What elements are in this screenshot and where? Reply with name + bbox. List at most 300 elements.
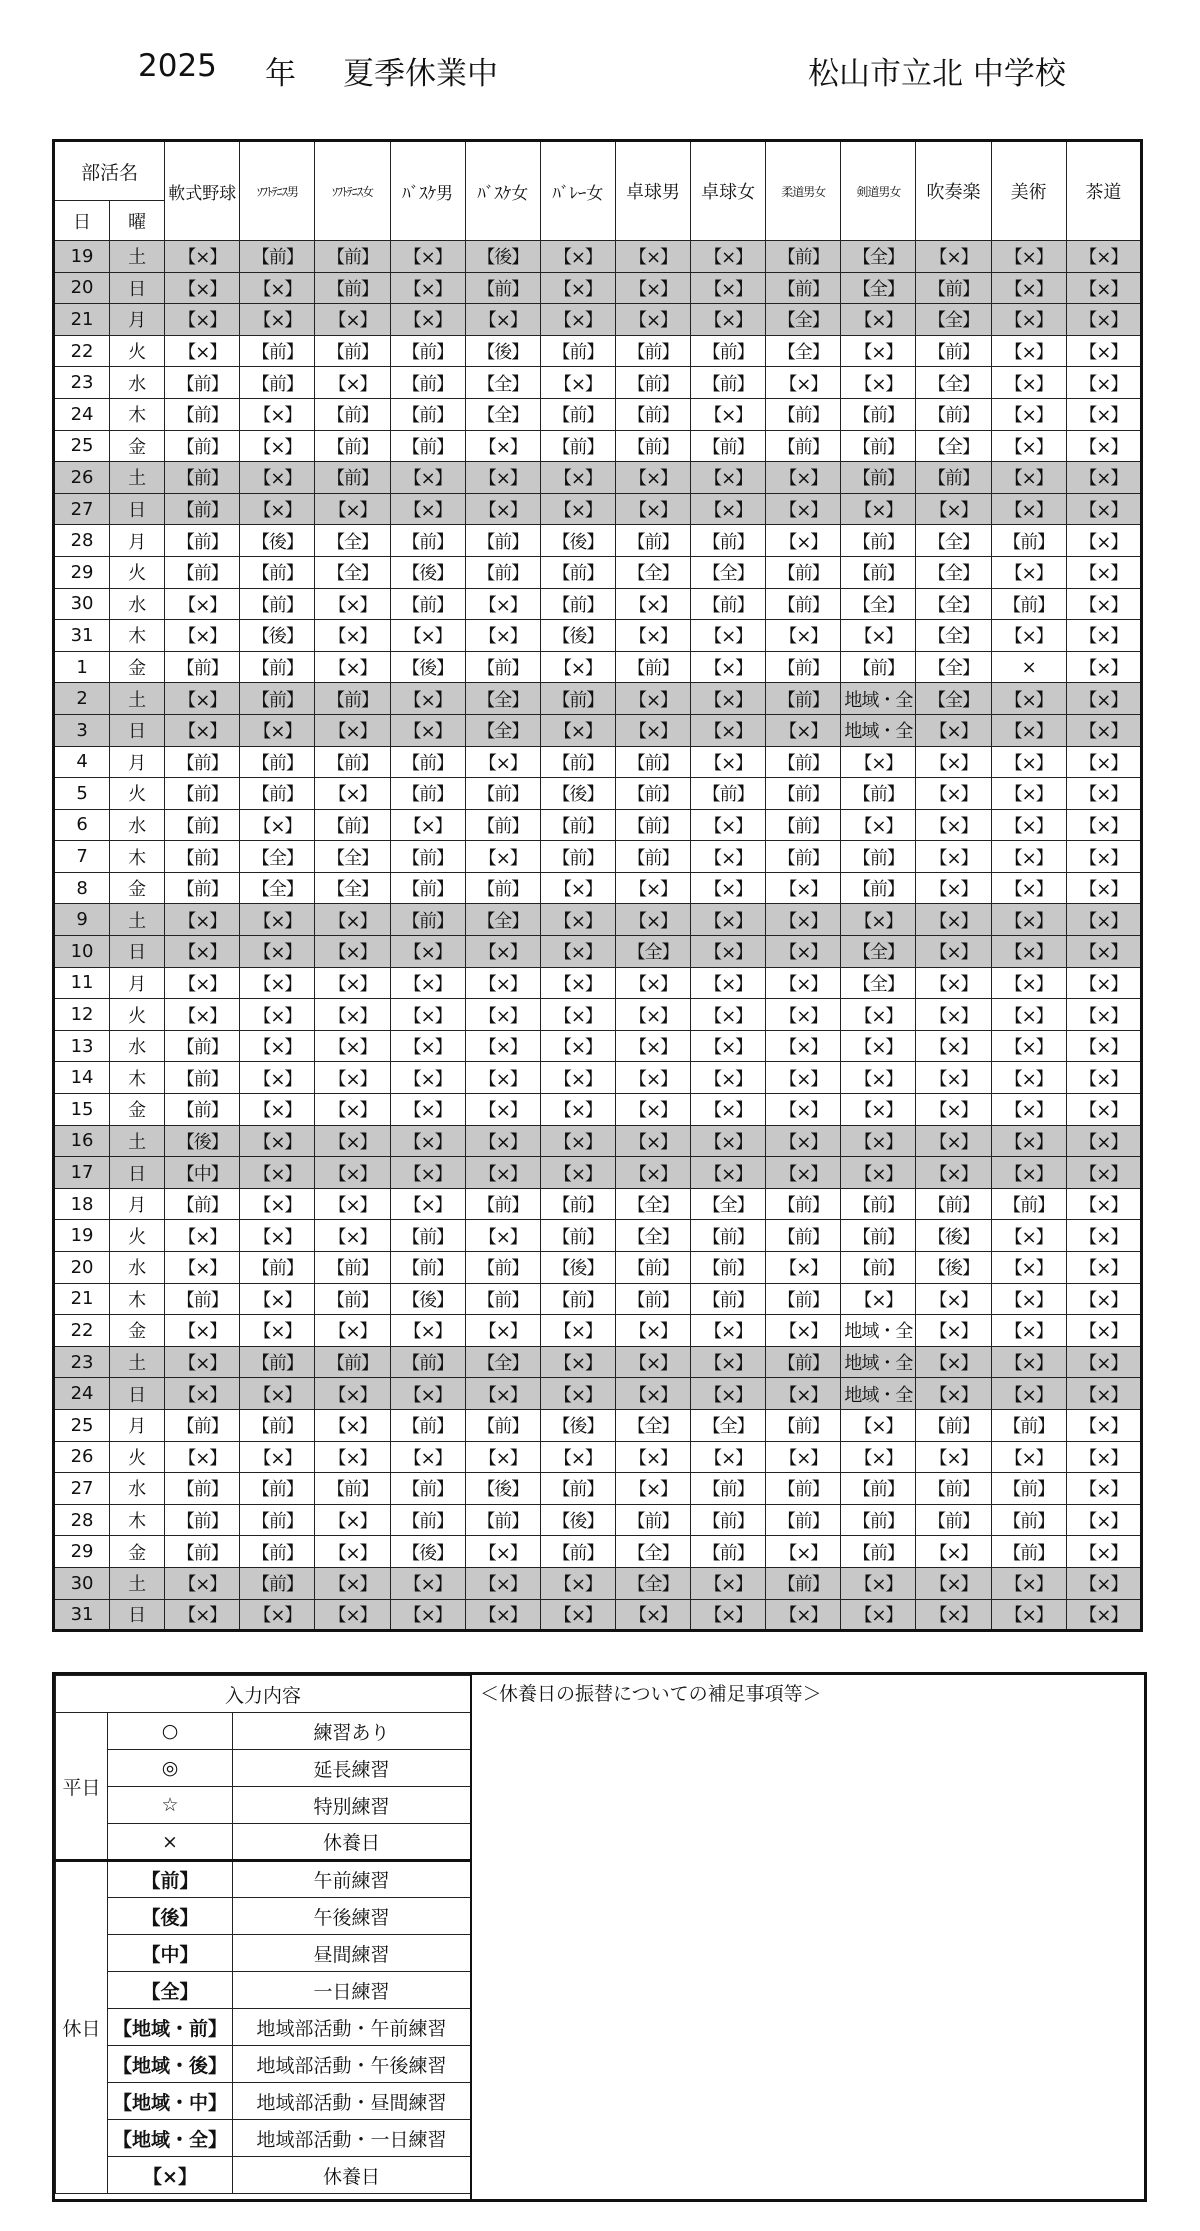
schedule-cell: 【×】 <box>691 872 766 904</box>
legend-group-holiday: 休日 <box>56 1861 108 2194</box>
schedule-cell: 【前】 <box>315 1346 390 1378</box>
schedule-cell: 【×】 <box>615 588 690 620</box>
schedule-cell: 【×】 <box>916 1536 991 1568</box>
schedule-cell: 【×】 <box>841 335 916 367</box>
schedule-cell: 【前】 <box>841 1473 916 1505</box>
legend-row <box>56 1824 471 1861</box>
schedule-cell: 【前】 <box>766 651 841 683</box>
schedule-cell: 【×】 <box>766 1599 841 1631</box>
schedule-cell: 【×】 <box>691 746 766 778</box>
schedule-cell: 【×】 <box>165 967 240 999</box>
schedule-cell: 【×】 <box>390 272 465 304</box>
weekday-cell: 木 <box>110 620 165 652</box>
schedule-cell: 【全】 <box>465 1346 540 1378</box>
schedule-cell: 【×】 <box>240 1125 315 1157</box>
schedule-cell: 【前】 <box>615 1504 690 1536</box>
schedule-cell: 【×】 <box>315 1188 390 1220</box>
schedule-cell: 【全】 <box>841 272 916 304</box>
schedule-cell: 【×】 <box>540 714 615 746</box>
schedule-cell: 【×】 <box>991 620 1066 652</box>
schedule-cell: 【全】 <box>315 556 390 588</box>
schedule-cell: 地域・全 <box>841 1315 916 1347</box>
schedule-cell: 【×】 <box>991 1062 1066 1094</box>
weekday-cell: 日 <box>110 1378 165 1410</box>
schedule-cell: 【×】 <box>691 683 766 715</box>
schedule-cell: 【前】 <box>691 588 766 620</box>
schedule-cell: 【全】 <box>315 525 390 557</box>
schedule-cell: 【×】 <box>165 1252 240 1284</box>
schedule-cell: 【×】 <box>165 1599 240 1631</box>
schedule-cell: 【前】 <box>766 241 841 273</box>
schedule-cell: 【×】 <box>691 1125 766 1157</box>
schedule-cell: 【前】 <box>841 430 916 462</box>
schedule-cell: 【後】 <box>916 1220 991 1252</box>
schedule-cell: 【前】 <box>841 1504 916 1536</box>
schedule-cell: 【×】 <box>615 872 690 904</box>
schedule-cell: 【×】 <box>991 556 1066 588</box>
schedule-cell: 【×】 <box>240 430 315 462</box>
schedule-cell: 【全】 <box>916 588 991 620</box>
schedule-cell: 【前】 <box>240 1536 315 1568</box>
table-row <box>54 1188 1142 1220</box>
schedule-cell: 【全】 <box>916 556 991 588</box>
schedule-cell: 【×】 <box>916 1441 991 1473</box>
schedule-cell: 【全】 <box>615 1220 690 1252</box>
schedule-cell: 地域・全 <box>841 683 916 715</box>
schedule-cell: 【前】 <box>165 1188 240 1220</box>
table-row <box>54 304 1142 336</box>
legend-row <box>56 1713 471 1750</box>
schedule-cell: 【×】 <box>465 1567 540 1599</box>
weekday-cell: 月 <box>110 304 165 336</box>
weekday-cell: 水 <box>110 367 165 399</box>
table-row <box>54 1567 1142 1599</box>
schedule-cell: 【×】 <box>841 1030 916 1062</box>
club-header: ｿﾌﾄﾃﾆｽ女 <box>315 141 390 241</box>
schedule-cell: 【×】 <box>841 1567 916 1599</box>
schedule-cell: 【×】 <box>390 714 465 746</box>
schedule-cell: 【前】 <box>615 1252 690 1284</box>
table-row <box>54 1378 1142 1410</box>
schedule-cell: 【×】 <box>540 241 615 273</box>
club-header: ｿﾌﾄﾃﾆｽ男 <box>240 141 315 241</box>
schedule-cell: 【×】 <box>615 1030 690 1062</box>
schedule-cell: 【前】 <box>540 398 615 430</box>
schedule-cell: 【×】 <box>165 1346 240 1378</box>
schedule-cell: 【×】 <box>991 1441 1066 1473</box>
schedule-cell: 【×】 <box>240 398 315 430</box>
schedule-cell: 【×】 <box>991 809 1066 841</box>
schedule-cell: 【前】 <box>165 809 240 841</box>
schedule-cell: 【×】 <box>766 1536 841 1568</box>
club-header: ﾊﾞｽｹ女 <box>465 141 540 241</box>
schedule-cell: 【×】 <box>390 1188 465 1220</box>
schedule-cell: 【前】 <box>691 1473 766 1505</box>
schedule-cell: 【後】 <box>540 1504 615 1536</box>
schedule-cell: 【×】 <box>390 1157 465 1189</box>
legend-symbol: 【全】 <box>108 1972 233 2009</box>
day-cell: 28 <box>54 1504 110 1536</box>
schedule-cell: 【×】 <box>165 241 240 273</box>
club-header: 茶道 <box>1066 141 1141 241</box>
schedule-cell: 【前】 <box>916 335 991 367</box>
day-cell: 29 <box>54 556 110 588</box>
schedule-cell: 【×】 <box>1066 1315 1141 1347</box>
weekday-cell: 木 <box>110 1504 165 1536</box>
legend-description: 地域部活動・一日練習 <box>233 2120 471 2157</box>
schedule-cell: 【後】 <box>165 1125 240 1157</box>
weekday-cell: 火 <box>110 778 165 810</box>
schedule-cell: 【前】 <box>540 430 615 462</box>
schedule-cell: 【×】 <box>916 904 991 936</box>
legend-symbol: 【地域・前】 <box>108 2009 233 2046</box>
schedule-cell: 【全】 <box>465 714 540 746</box>
schedule-cell: 【×】 <box>165 904 240 936</box>
schedule-cell: 【前】 <box>841 556 916 588</box>
table-row <box>54 620 1142 652</box>
schedule-cell: 【前】 <box>465 1409 540 1441</box>
schedule-cell: 【前】 <box>691 367 766 399</box>
weekday-cell: 火 <box>110 1220 165 1252</box>
schedule-cell: 【×】 <box>691 1441 766 1473</box>
weekday-cell: 土 <box>110 462 165 494</box>
schedule-cell: 【前】 <box>841 1252 916 1284</box>
schedule-cell: 【×】 <box>615 714 690 746</box>
schedule-cell: 【×】 <box>991 272 1066 304</box>
legend-description: 午前練習 <box>233 1861 471 1898</box>
schedule-cell: 【×】 <box>991 241 1066 273</box>
schedule-cell: 【×】 <box>766 367 841 399</box>
schedule-cell: 【×】 <box>991 493 1066 525</box>
schedule-cell: 【×】 <box>991 304 1066 336</box>
schedule-cell: 【前】 <box>841 525 916 557</box>
day-cell: 30 <box>54 588 110 620</box>
schedule-cell: 【×】 <box>165 588 240 620</box>
schedule-cell: 【×】 <box>315 1062 390 1094</box>
schedule-cell: 【×】 <box>1066 1157 1141 1189</box>
schedule-cell: 【×】 <box>390 1315 465 1347</box>
schedule-cell: 【×】 <box>841 304 916 336</box>
schedule-cell: 【×】 <box>1066 683 1141 715</box>
schedule-cell: 【×】 <box>991 714 1066 746</box>
schedule-cell: 【×】 <box>991 1283 1066 1315</box>
schedule-cell: 【前】 <box>991 588 1066 620</box>
schedule-cell: 【前】 <box>540 1283 615 1315</box>
schedule-cell: 【×】 <box>465 430 540 462</box>
schedule-cell: 【×】 <box>916 809 991 841</box>
schedule-cell: 【全】 <box>916 683 991 715</box>
schedule-cell: 【×】 <box>916 1599 991 1631</box>
schedule-cell: 【前】 <box>916 1504 991 1536</box>
weekday-cell: 日 <box>110 1599 165 1631</box>
schedule-cell: 【前】 <box>766 809 841 841</box>
schedule-cell: 【前】 <box>315 430 390 462</box>
schedule-cell: 【×】 <box>315 493 390 525</box>
legend-symbol: 【後】 <box>108 1898 233 1935</box>
schedule-cell: 【前】 <box>991 1536 1066 1568</box>
legend-title-row <box>56 1676 471 1713</box>
legend-symbol: 【前】 <box>108 1861 233 1898</box>
schedule-cell: 【×】 <box>315 367 390 399</box>
schedule-cell: 【前】 <box>240 746 315 778</box>
schedule-cell: 【×】 <box>465 746 540 778</box>
schedule-cell: 【×】 <box>165 999 240 1031</box>
schedule-cell: 【全】 <box>916 620 991 652</box>
schedule-cell: 【×】 <box>540 1315 615 1347</box>
schedule-cell: 【前】 <box>615 651 690 683</box>
schedule-cell: 【×】 <box>766 1378 841 1410</box>
schedule-cell: 【×】 <box>1066 1283 1141 1315</box>
schedule-cell: 【×】 <box>540 936 615 968</box>
schedule-cell: 【×】 <box>615 272 690 304</box>
schedule-cell: 【×】 <box>916 714 991 746</box>
schedule-cell: 【×】 <box>465 462 540 494</box>
schedule-cell: 【×】 <box>390 1062 465 1094</box>
table-row <box>54 841 1142 873</box>
club-header: 卓球男 <box>615 141 690 241</box>
schedule-cell: 【×】 <box>390 241 465 273</box>
schedule-cell: 【×】 <box>390 967 465 999</box>
schedule-cell: 【前】 <box>315 462 390 494</box>
schedule-cell: 【×】 <box>691 967 766 999</box>
schedule-cell: 【×】 <box>240 1599 315 1631</box>
schedule-cell: 【×】 <box>691 1599 766 1631</box>
schedule-cell: 【前】 <box>766 1346 841 1378</box>
schedule-cell: 【×】 <box>766 1094 841 1126</box>
day-cell: 20 <box>54 1252 110 1284</box>
schedule-cell: 【×】 <box>841 999 916 1031</box>
schedule-cell: 【×】 <box>390 809 465 841</box>
table-row <box>54 493 1142 525</box>
schedule-cell: 【×】 <box>540 967 615 999</box>
schedule-cell: 【×】 <box>841 493 916 525</box>
schedule-cell: 【後】 <box>390 651 465 683</box>
schedule-cell: 【前】 <box>315 335 390 367</box>
schedule-cell: 【×】 <box>916 872 991 904</box>
schedule-cell: 【×】 <box>315 304 390 336</box>
schedule-cell: 【×】 <box>465 1378 540 1410</box>
schedule-cell: 【前】 <box>540 588 615 620</box>
schedule-cell: 【×】 <box>615 462 690 494</box>
weekday-cell: 金 <box>110 872 165 904</box>
day-cell: 11 <box>54 967 110 999</box>
schedule-cell: 【×】 <box>465 1125 540 1157</box>
schedule-cell: 【×】 <box>465 493 540 525</box>
schedule-cell: 【×】 <box>165 1567 240 1599</box>
club-header: 卓球女 <box>691 141 766 241</box>
schedule-cell: 【×】 <box>766 1252 841 1284</box>
schedule-cell: 【全】 <box>916 367 991 399</box>
schedule-cell: 【×】 <box>240 493 315 525</box>
schedule-cell: 【前】 <box>165 1409 240 1441</box>
day-cell: 31 <box>54 1599 110 1631</box>
schedule-cell: 【×】 <box>1066 493 1141 525</box>
schedule-cell: 【×】 <box>991 1220 1066 1252</box>
schedule-cell: 【×】 <box>315 1441 390 1473</box>
table-row <box>54 462 1142 494</box>
schedule-cell: 【前】 <box>465 1504 540 1536</box>
schedule-cell: 【×】 <box>315 1536 390 1568</box>
schedule-cell: 【×】 <box>465 1599 540 1631</box>
schedule-cell: 【前】 <box>165 1094 240 1126</box>
table-row <box>54 272 1142 304</box>
schedule-cell: 【×】 <box>615 241 690 273</box>
schedule-cell: 【×】 <box>1066 1125 1141 1157</box>
schedule-cell: 【×】 <box>465 1157 540 1189</box>
schedule-cell: 【×】 <box>1066 1188 1141 1220</box>
schedule-cell: 【全】 <box>615 556 690 588</box>
schedule-cell: 【×】 <box>916 936 991 968</box>
schedule-cell: 【前】 <box>165 493 240 525</box>
schedule-cell: 【後】 <box>916 1252 991 1284</box>
schedule-cell: 【全】 <box>465 904 540 936</box>
schedule-cell: 【×】 <box>540 1125 615 1157</box>
schedule-cell: 【×】 <box>1066 1062 1141 1094</box>
day-cell: 27 <box>54 1473 110 1505</box>
schedule-cell: 【×】 <box>390 1441 465 1473</box>
schedule-cell: 【全】 <box>691 1409 766 1441</box>
schedule-cell: 【×】 <box>315 714 390 746</box>
schedule-cell: 【前】 <box>315 241 390 273</box>
schedule-cell: 【×】 <box>841 1283 916 1315</box>
schedule-cell: 【×】 <box>315 1157 390 1189</box>
schedule-cell: 【前】 <box>615 809 690 841</box>
schedule-cell: 【前】 <box>240 367 315 399</box>
legend-row <box>56 1787 471 1824</box>
schedule-cell: 【×】 <box>465 1536 540 1568</box>
weekday-cell: 日 <box>110 1157 165 1189</box>
schedule-cell: 【全】 <box>465 367 540 399</box>
schedule-cell: 【前】 <box>615 398 690 430</box>
schedule-cell: 【×】 <box>1066 1409 1141 1441</box>
weekday-cell: 木 <box>110 1062 165 1094</box>
schedule-cell: 【前】 <box>240 683 315 715</box>
schedule-cell: 【×】 <box>916 1094 991 1126</box>
schedule-cell: 【前】 <box>916 1188 991 1220</box>
schedule-cell: 【×】 <box>315 999 390 1031</box>
schedule-cell: 【×】 <box>691 272 766 304</box>
schedule-cell: 【前】 <box>615 841 690 873</box>
schedule-cell: 【×】 <box>766 936 841 968</box>
schedule-cell: 【×】 <box>991 1599 1066 1631</box>
schedule-cell: 【×】 <box>390 620 465 652</box>
legend-description: 練習あり <box>233 1713 471 1750</box>
schedule-cell: 【前】 <box>315 1283 390 1315</box>
schedule-cell: 【×】 <box>540 1157 615 1189</box>
day-cell: 21 <box>54 304 110 336</box>
schedule-cell: 【×】 <box>540 1599 615 1631</box>
schedule-cell: 【後】 <box>465 1473 540 1505</box>
schedule-cell: 【×】 <box>540 1030 615 1062</box>
schedule-cell: 【×】 <box>315 936 390 968</box>
day-cell: 12 <box>54 999 110 1031</box>
schedule-cell: 【前】 <box>165 1030 240 1062</box>
schedule-cell: 【×】 <box>916 1157 991 1189</box>
day-cell: 25 <box>54 430 110 462</box>
schedule-cell: 【×】 <box>841 904 916 936</box>
schedule-cell: 地域・全 <box>841 1378 916 1410</box>
weekday-cell: 月 <box>110 746 165 778</box>
day-cell: 27 <box>54 493 110 525</box>
schedule-cell: 【前】 <box>390 1220 465 1252</box>
legend-row <box>56 1861 471 1898</box>
schedule-cell: 【×】 <box>841 367 916 399</box>
schedule-cell: 【前】 <box>916 462 991 494</box>
schedule-cell: 【前】 <box>165 746 240 778</box>
weekday-cell: 月 <box>110 967 165 999</box>
schedule-cell: 【×】 <box>691 904 766 936</box>
day-column-header: 日 <box>54 201 110 241</box>
schedule-cell: 【×】 <box>240 1220 315 1252</box>
schedule-cell: 【×】 <box>991 841 1066 873</box>
schedule-cell: 【前】 <box>240 1252 315 1284</box>
schedule-cell: 【×】 <box>991 430 1066 462</box>
schedule-cell: 【×】 <box>540 367 615 399</box>
schedule-cell: 【前】 <box>240 1504 315 1536</box>
day-cell: 8 <box>54 872 110 904</box>
schedule-cell: 【×】 <box>841 1157 916 1189</box>
day-cell: 22 <box>54 1315 110 1347</box>
schedule-cell: 【×】 <box>916 1315 991 1347</box>
table-row <box>54 936 1142 968</box>
schedule-cell: 【×】 <box>1066 556 1141 588</box>
schedule-cell: 【×】 <box>1066 1473 1141 1505</box>
schedule-cell: 【前】 <box>540 1220 615 1252</box>
schedule-cell: 【前】 <box>390 1504 465 1536</box>
schedule-cell: 【×】 <box>1066 778 1141 810</box>
schedule-cell: 【前】 <box>766 588 841 620</box>
schedule-cell: 【×】 <box>991 462 1066 494</box>
schedule-cell: 【×】 <box>315 620 390 652</box>
schedule-cell: 【×】 <box>615 1473 690 1505</box>
schedule-cell: 【×】 <box>991 367 1066 399</box>
schedule-cell: 【×】 <box>916 841 991 873</box>
schedule-cell: 【×】 <box>240 1062 315 1094</box>
schedule-cell: 【前】 <box>240 335 315 367</box>
table-row <box>54 967 1142 999</box>
table-row <box>54 651 1142 683</box>
weekday-cell: 木 <box>110 841 165 873</box>
schedule-cell: 【×】 <box>165 272 240 304</box>
schedule-cell: 【前】 <box>165 841 240 873</box>
schedule-cell: 【後】 <box>540 1409 615 1441</box>
schedule-cell: 【×】 <box>165 1315 240 1347</box>
schedule-cell: 【×】 <box>240 936 315 968</box>
day-cell: 14 <box>54 1062 110 1094</box>
schedule-cell: 【×】 <box>1066 620 1141 652</box>
schedule-cell: 【前】 <box>615 525 690 557</box>
weekday-cell: 水 <box>110 809 165 841</box>
schedule-cell: 【全】 <box>916 651 991 683</box>
legend-table <box>55 1675 471 2194</box>
schedule-cell: 【前】 <box>991 1504 1066 1536</box>
schedule-cell: 【前】 <box>841 1536 916 1568</box>
table-row <box>54 999 1142 1031</box>
schedule-cell: 【×】 <box>465 936 540 968</box>
schedule-cell: 【×】 <box>691 493 766 525</box>
schedule-cell: 【前】 <box>165 1473 240 1505</box>
schedule-cell: 【×】 <box>1066 746 1141 778</box>
schedule-cell: 【×】 <box>766 872 841 904</box>
schedule-cell: 【×】 <box>240 1441 315 1473</box>
schedule-cell: 【前】 <box>165 398 240 430</box>
schedule-cell: 【×】 <box>1066 872 1141 904</box>
schedule-cell: 【×】 <box>540 1567 615 1599</box>
schedule-cell: 【×】 <box>540 272 615 304</box>
schedule-cell: 【全】 <box>465 683 540 715</box>
schedule-cell: 【×】 <box>691 1094 766 1126</box>
schedule-cell: 【×】 <box>1066 398 1141 430</box>
